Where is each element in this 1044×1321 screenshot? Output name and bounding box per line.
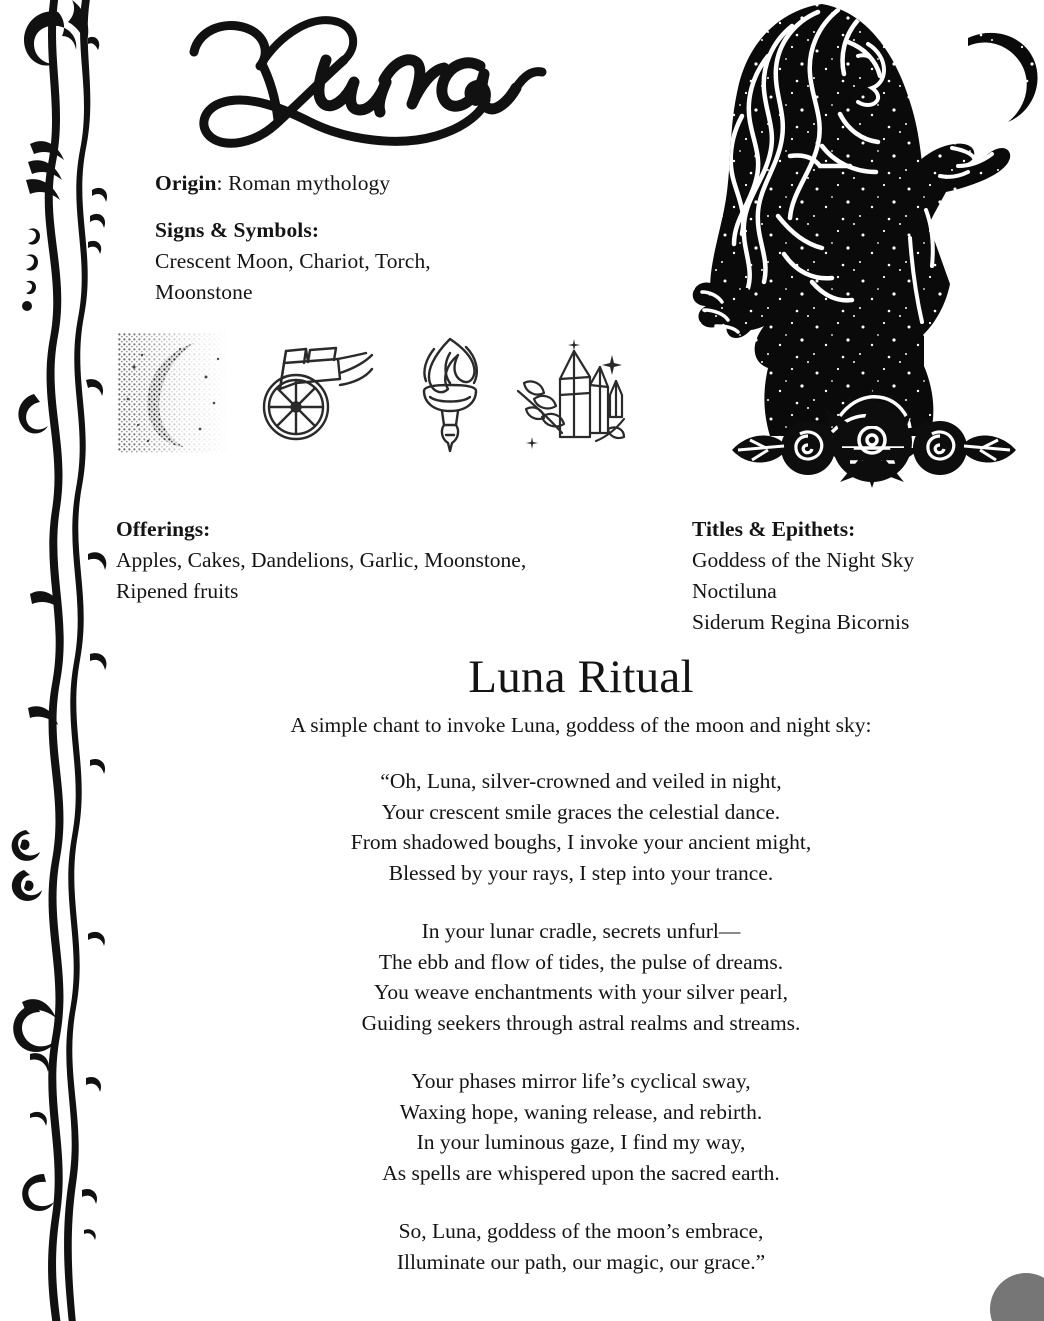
ritual-subtitle: A simple chant to invoke Luna, goddess of the moon and night sky: — [290, 713, 872, 737]
ornamental-filigree-border — [0, 0, 118, 1321]
symbol-icon-row — [118, 328, 568, 458]
poem-line: Waxing hope, waning release, and rebirth. — [399, 1099, 763, 1124]
poem-line: Your crescent smile graces the celestial dance. — [381, 799, 781, 824]
poem-line: In your lunar cradle, secrets unfurl— — [421, 919, 741, 943]
signs-value-line-1: Crescent Moon, Chariot, Torch, — [155, 249, 431, 273]
spacer — [155, 199, 555, 215]
stanza — [118, 1216, 1044, 1277]
epithet-item: Siderum Regina Bicornis — [692, 610, 910, 634]
origin-value: Roman mythology — [228, 171, 391, 195]
poem-line: Guiding seekers through astral realms and streams. — [361, 1010, 801, 1035]
poem-line: From shadowed boughs, I invoke your ancient might, — [350, 830, 812, 854]
poem-line: So, Luna, goddess of the moon’s embrace, — [398, 1219, 764, 1243]
offerings-line-1: Apples, Cakes, Dandelions, Garlic, Moonstone, — [116, 548, 527, 572]
offerings-label: Offerings: — [116, 517, 211, 541]
torch-icon — [404, 333, 496, 453]
offerings-block — [116, 514, 676, 607]
poem-line: As spells are whispered upon the sacred earth. — [382, 1160, 780, 1185]
stanza — [118, 916, 1044, 1038]
poem-line: Illuminate our path, our magic, our grace.” — [396, 1249, 766, 1274]
poem-line: You weave enchantments with your silver pearl, — [374, 980, 788, 1004]
poem-line: Your phases mirror life’s cyclical sway, — [411, 1069, 751, 1093]
stanza — [118, 766, 1044, 888]
origin-label: Origin — [155, 171, 217, 195]
ritual-title: Luna Ritual — [468, 651, 694, 703]
chariot-icon — [252, 333, 376, 453]
epithet-item: Noctiluna — [692, 579, 777, 603]
poem-line: The ebb and flow of tides, the pulse of dreams. — [378, 949, 784, 974]
origin-line: Origin: Roman mythology — [155, 171, 391, 195]
moonstone-crystal-icon — [512, 333, 628, 453]
crescent-moon-icon — [118, 333, 230, 453]
epithets-block — [692, 514, 1022, 638]
epithet-item: Goddess of the Night Sky — [692, 548, 915, 572]
crescent-moon-held — [968, 33, 1038, 122]
luna-goddess-silhouette — [672, 0, 1044, 496]
signs-value-line-2: Moonstone — [155, 280, 253, 304]
stanza — [118, 1066, 1044, 1188]
poem-line: In your luminous gaze, I find my way, — [416, 1130, 746, 1154]
page-corner-artifact — [990, 1273, 1044, 1321]
poem-line: Blessed by your rays, I step into your trance. — [388, 860, 774, 885]
signs-label: Signs & Symbols: — [155, 218, 320, 242]
ritual-chant — [118, 766, 1044, 1277]
deity-info — [155, 168, 555, 308]
epithets-label: Titles & Epithets: — [692, 517, 856, 541]
offerings-line-2: Ripened fruits — [116, 579, 239, 603]
page-title — [150, 4, 620, 154]
ritual-section — [118, 648, 1044, 1277]
poem-line: “Oh, Luna, silver-crowned and veiled in night, — [380, 769, 782, 793]
